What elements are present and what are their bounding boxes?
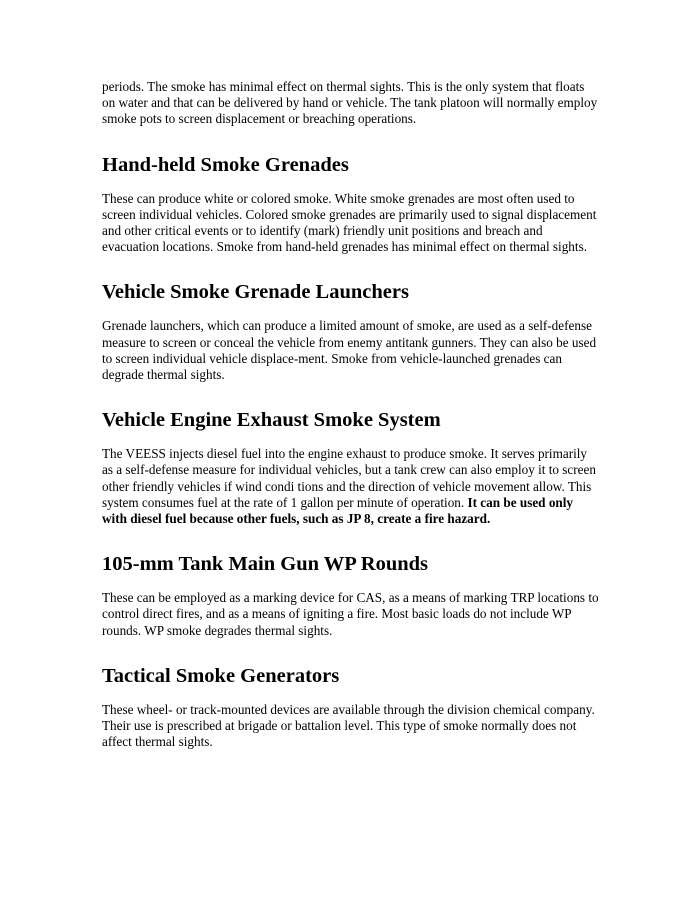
paragraph-vehicle-engine-exhaust-smoke-system <box>102 446 599 527</box>
document-page <box>102 79 599 775</box>
paragraph-tactical-smoke-generators: These wheel- or track-mounted devices are available through the division chemical company. Their use is prescribed at brigade or battalion level. This type of smoke normally does not affect thermal sights. <box>102 701 595 750</box>
heading-vehicle-smoke-grenade-launchers: Vehicle Smoke Grenade Launchers <box>102 281 409 304</box>
veess-warning-text: It can be used only with diesel fuel because other fuels, such as JP 8, create a fire hazard. <box>102 494 574 527</box>
heading-tactical-smoke-generators: Tactical Smoke Generators <box>102 664 340 687</box>
paragraph-hand-held-smoke-grenades: These can produce white or colored smoke. White smoke grenades are most often used to screen individual vehicles. Colored smoke grenades are primarily used to signal displacement and other critical events or to identify (mark) friendly unit positions and breach and evacuation locations. Smoke from hand-held grenades has minimal effect on thermal sights. <box>102 190 597 255</box>
intro-paragraph: periods. The smoke has minimal effect on thermal sights. This is the only system that floats on water and that can be delivered by hand or vehicle. The tank platoon will normally employ smoke pots to screen displacement or breaching operations. <box>102 79 598 127</box>
heading-hand-held-smoke-grenades: Hand-held Smoke Grenades <box>102 153 349 176</box>
veess-body-text: The VEESS injects diesel fuel into the engine exhaust to produce smoke. It serves primarily as a self-defense measure for individual vehicles, but a tank crew can also employ it to screen other friendly vehicles if wind condi tions and the direction of vehicle movement allow. This system consumes fuel at the rate of 1 gallon per minute of operation. <box>102 446 596 510</box>
heading-105mm-tank-main-gun-wp-rounds: 105-mm Tank Main Gun WP Rounds <box>102 553 429 576</box>
heading-vehicle-engine-exhaust-smoke-system: Vehicle Engine Exhaust Smoke System <box>102 409 441 432</box>
paragraph-vehicle-smoke-grenade-launchers: Grenade launchers, which can produce a limited amount of smoke, are used as a self-defense measure to screen or conceal the vehicle from enemy antitank gunners. They can also be used to screen individual vehicle displace-ment. Smoke from vehicle-launched grenades can degrade thermal sights. <box>102 318 597 383</box>
paragraph-105mm-tank-main-gun-wp-rounds: These can be employed as a marking device for CAS, as a means of marking TRP locations to control direct fires, and as a means of igniting a fire. Most basic loads do not include WP rounds. WP smoke degrades thermal sights. <box>102 590 599 638</box>
